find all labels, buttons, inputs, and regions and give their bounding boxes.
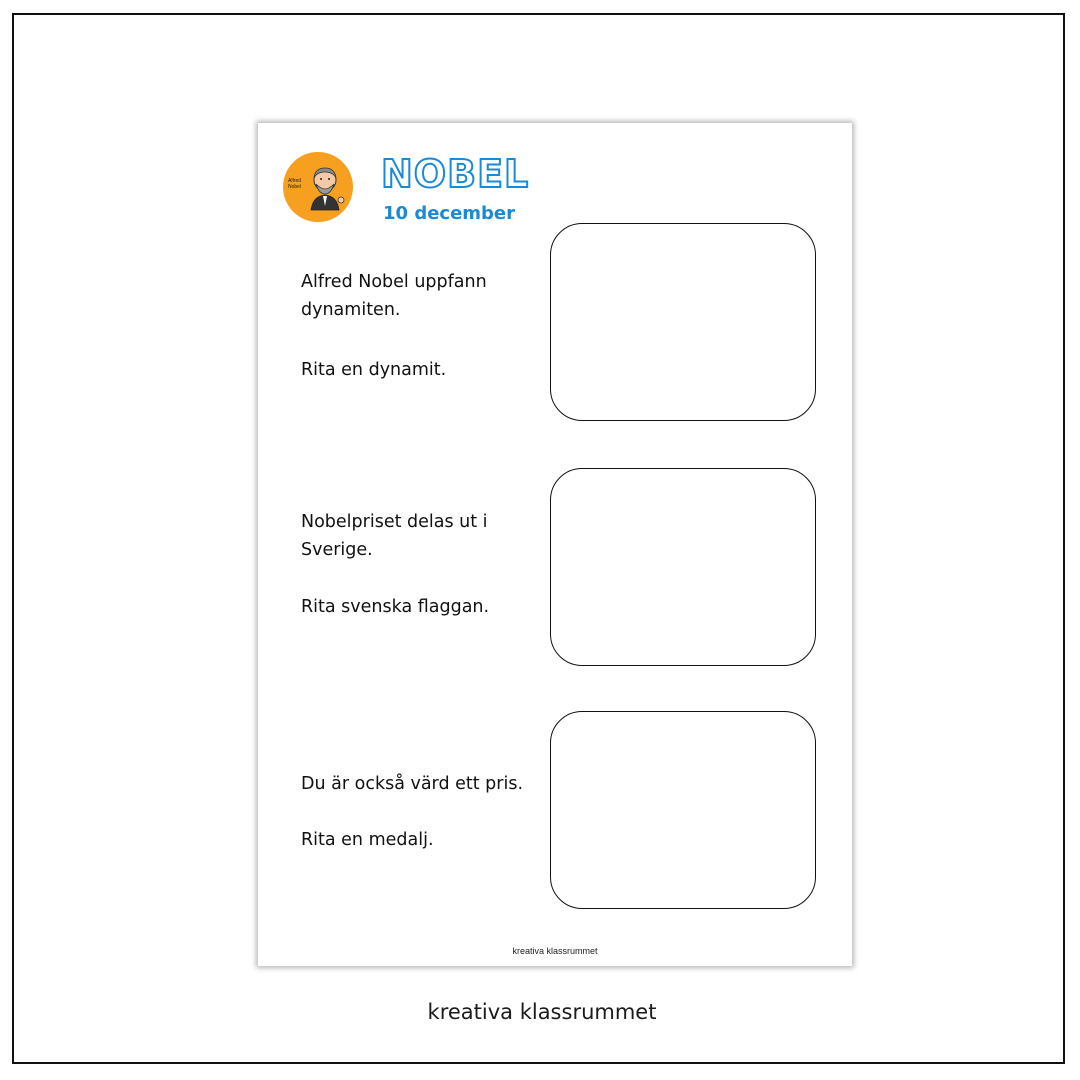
task-1-fact: Alfred Nobel uppfann dynamiten. [301, 272, 487, 320]
task-3-fact: Du är också värd ett pris. [301, 774, 524, 794]
task-3-drawing-box[interactable] [550, 711, 816, 909]
task-3-instruction: Rita en medalj. [301, 830, 434, 850]
worksheet-page [258, 123, 852, 966]
task-2-instruction: Rita svenska flaggan. [301, 597, 490, 617]
alfred-nobel-logo [283, 152, 353, 222]
logo-text: Alfred Nobel [288, 178, 302, 190]
worksheet-footer: kreativa klassrummet [512, 946, 598, 956]
image-caption: kreativa klassrummet [427, 1000, 657, 1024]
task-2-fact: Nobelpriset delas ut i Sverige. [301, 512, 488, 560]
task-2-drawing-box[interactable] [550, 468, 816, 666]
alfred-nobel-portrait-icon [305, 162, 349, 214]
image-frame [12, 13, 1065, 1064]
worksheet-subtitle: 10 december [383, 203, 516, 224]
task-1-instruction: Rita en dynamit. [301, 360, 447, 380]
task-1-drawing-box[interactable] [550, 223, 816, 421]
worksheet-title: NOBEL [381, 152, 530, 196]
